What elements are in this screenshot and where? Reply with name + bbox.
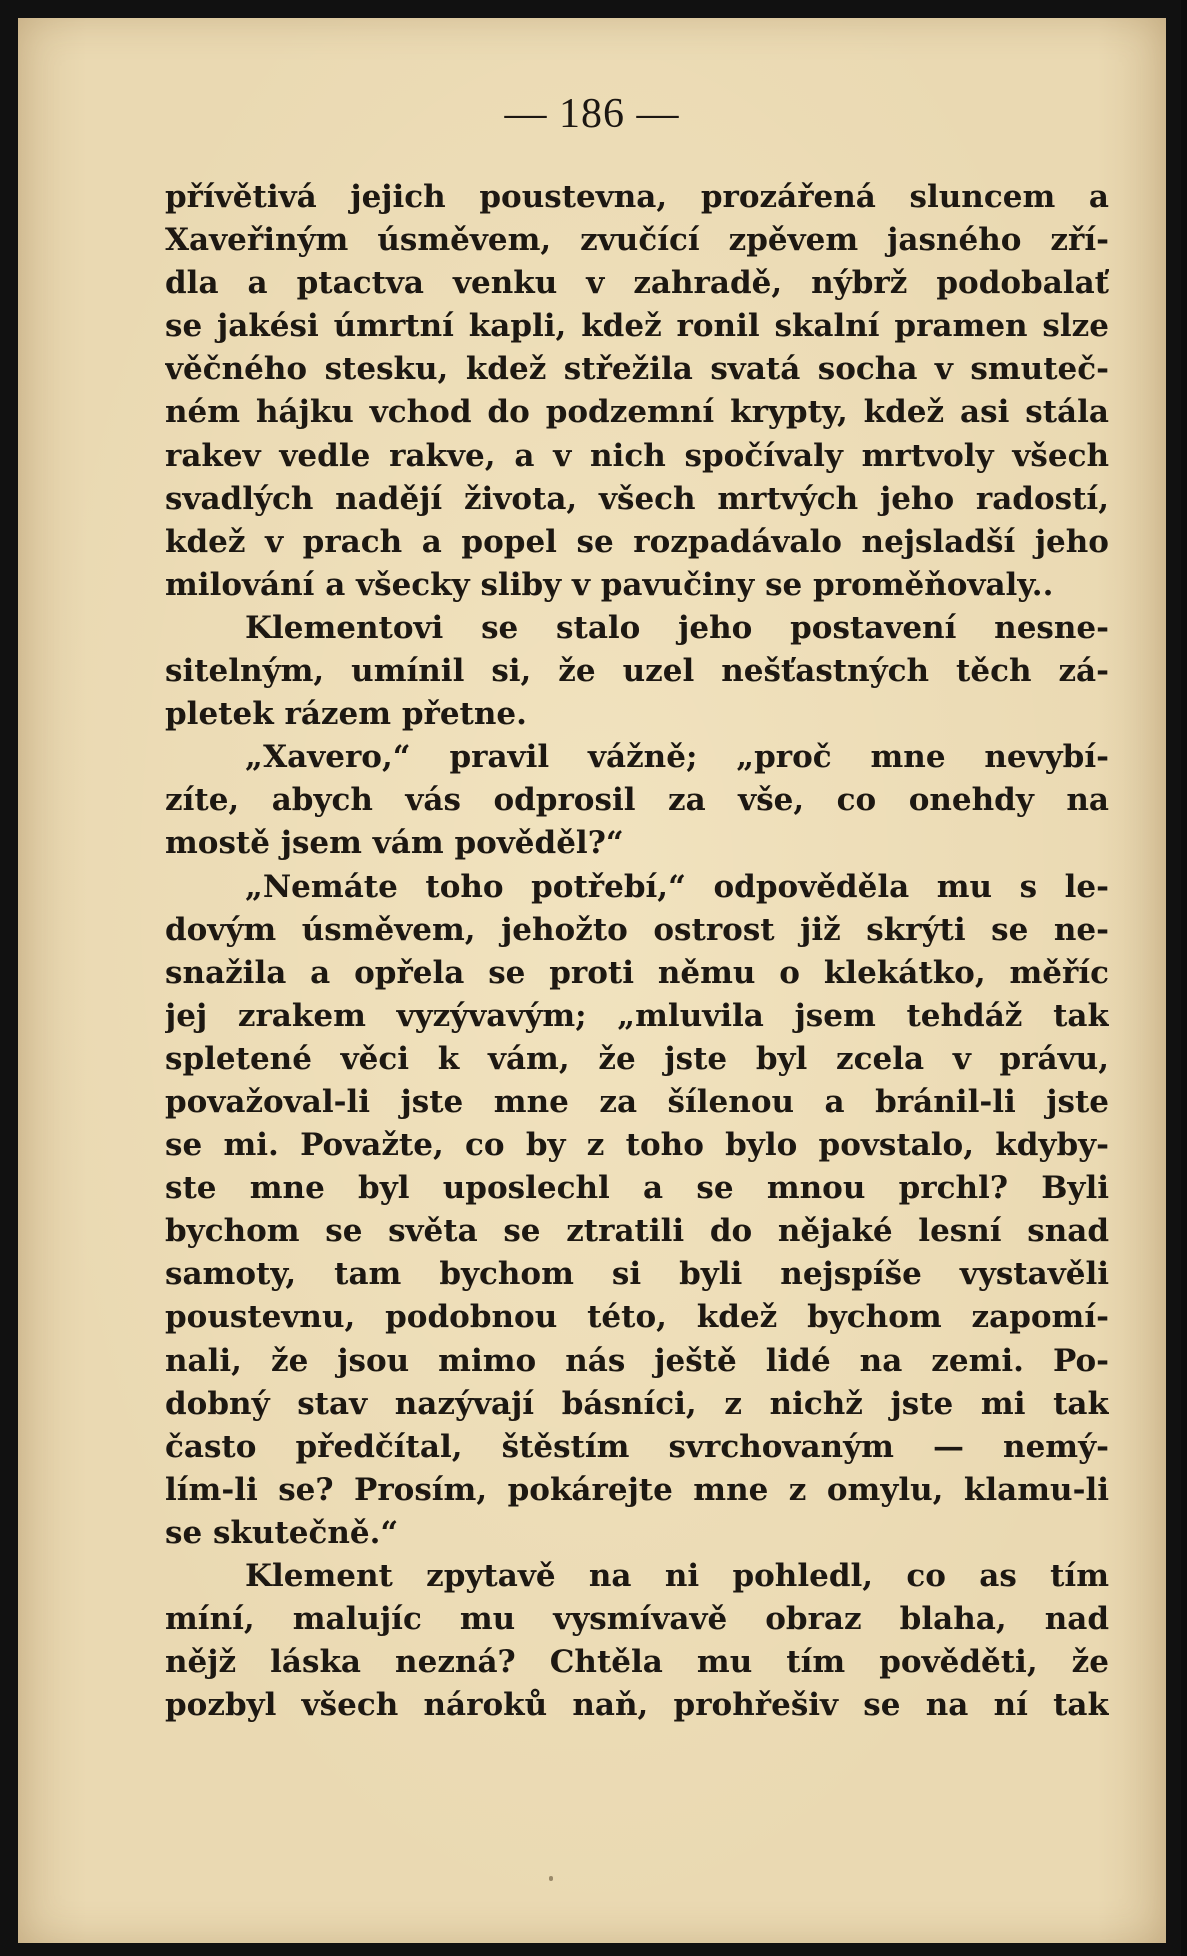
text-line: svadlých nadějí života, všech mrtvých jeho radostí,	[165, 480, 1109, 517]
text-line: míní, malujíc mu vysmívavě obraz blaha, nad	[165, 1601, 1109, 1638]
text-line: rakev vedle rakve, a v nich spočívaly mrtvoly všech	[165, 437, 1109, 474]
text-line: věčného stesku, kdež střežila svatá socha v smuteč-	[165, 351, 1109, 388]
text-line: kdež v prach a popel se rozpadávalo nejsladší jeho	[165, 523, 1109, 560]
text-line: zíte, abych vás odprosil za vše, co onehdy na	[165, 782, 1109, 819]
text-line: „Nemáte toho potřebí,“ odpověděla mu s le-	[245, 868, 1109, 905]
text-line: poustevnu, podobnou této, kdež bychom zapomí-	[165, 1299, 1109, 1336]
text-line: pozbyl všech nároků naň, prohřešiv se na ní tak	[165, 1687, 1109, 1724]
text-line: se mi. Považte, co by z toho bylo povstalo, kdyby-	[165, 1127, 1109, 1164]
text-line: Klement zpytavě na ni pohledl, co as tím	[245, 1558, 1109, 1594]
text-line: nali, že jsou mimo nás ještě lidé na zemi. Po-	[165, 1342, 1109, 1379]
text-line: milování a všecky sliby v pavučiny se proměňovaly..	[165, 566, 1054, 603]
text-line: snažila a opřela se proti němu o klekátko, měříc	[165, 954, 1109, 991]
text-line: se jakési úmrtní kapli, kdež ronil skalní pramen slze	[165, 308, 1109, 345]
text-line: lím-li se? Prosím, pokárejte mne z omylu, klamu-li	[165, 1471, 1109, 1508]
page-number: — 186 —	[504, 91, 680, 137]
page-edge	[1181, 0, 1187, 1956]
text-line: se skutečně.“	[165, 1514, 399, 1551]
text-line: ném hájku vchod do podzemní krypty, kdež asi stála	[165, 394, 1109, 431]
text-line: dobný stav nazývají básníci, z nichž jste mi tak	[165, 1385, 1109, 1422]
text-line: Klementovi se stalo jeho postavení nesne-	[245, 609, 1109, 646]
text-line: sitelným, umínil si, že uzel nešťastných těch zá-	[165, 653, 1109, 690]
text-line: dovým úsměvem, jehožto ostrost již skrýti se ne-	[165, 911, 1109, 948]
text-line: mostě jsem vám pověděl?“	[165, 825, 624, 862]
text-line: považoval-li jste mne za šílenou a bránil-li jste	[165, 1083, 1109, 1120]
text-line: Xaveřiným úsměvem, zvučící zpěvem jasného zří-	[165, 222, 1109, 259]
text-line: „Xavero,“ pravil vážně; „proč mne nevybí-	[245, 739, 1109, 776]
text-line: ste mne byl uposlechl a se mnou prchl? Byli	[165, 1170, 1109, 1207]
text-line: dla a ptactva venku v zahradě, nýbrž podobalať	[165, 265, 1109, 302]
text-line: často předčítal, štěstím svrchovaným — nemý-	[165, 1428, 1109, 1465]
body-text	[165, 176, 1109, 1727]
book-page	[18, 18, 1166, 1943]
text-line: nějž láska nezná? Chtěla mu tím pověděti, že	[165, 1644, 1109, 1681]
text-line: samoty, tam bychom si byli nejspíše vystavěli	[165, 1256, 1109, 1293]
text-line: pletek rázem přetne.	[165, 696, 527, 733]
paper-speck	[549, 1876, 553, 1881]
text-line: spletené věci k vám, že jste byl zcela v právu,	[165, 1040, 1109, 1077]
text-line: jej zrakem vyzývavým; „mluvila jsem tehdáž tak	[165, 997, 1109, 1034]
text-line: přívětivá jejich poustevna, prozářená sluncem a	[165, 179, 1109, 215]
text-line: bychom se světa se ztratili do nějaké lesní snad	[165, 1213, 1109, 1250]
